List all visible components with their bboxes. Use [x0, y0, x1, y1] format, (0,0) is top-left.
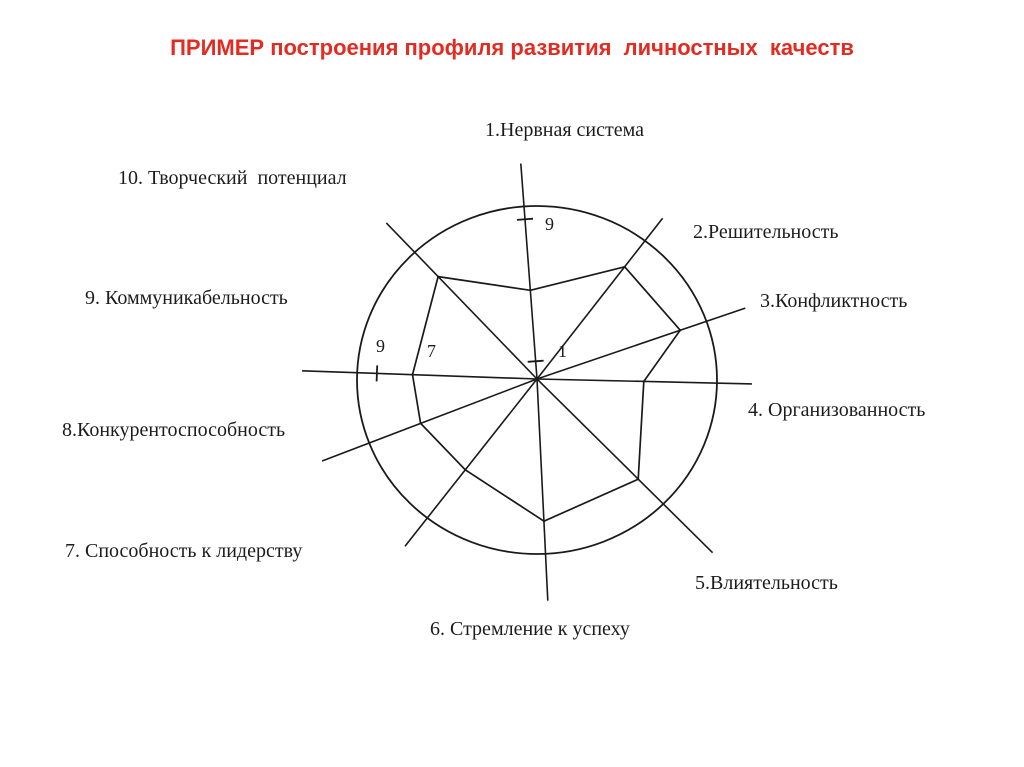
profile-point-2: [624, 266, 626, 268]
axis-label-8: 8.Конкурентоспособность: [62, 419, 286, 441]
tick-mark-axis9-9: [377, 365, 378, 381]
tick-mark-axis1-9: [517, 219, 533, 220]
value-label-axis9-7: 7: [427, 341, 436, 361]
tick-mark-axis1-1: [528, 361, 544, 362]
tick-label-axis9-9: 9: [376, 336, 385, 356]
profile-point-7: [464, 469, 466, 471]
axis-line-1: [521, 164, 537, 379]
axis-label-10: 10. Творческий потенциал: [118, 167, 347, 189]
axis-label-3: 3.Конфликтность: [760, 290, 908, 312]
profile-point-10: [437, 276, 439, 278]
axis-line-6: [537, 379, 548, 601]
profile-points: [411, 266, 681, 523]
page-title: ПРИМЕР построения профиля развития личностных качеств: [170, 35, 854, 60]
profile-point-5: [637, 478, 639, 480]
profile-point-8: [420, 422, 422, 424]
axis-line-3: [537, 308, 745, 379]
profile-point-4: [643, 380, 645, 382]
profile-point-1: [529, 289, 531, 291]
axis-line-10: [386, 223, 537, 379]
axis-line-5: [537, 379, 713, 553]
profile-point-9: [411, 374, 413, 376]
profile-line: [413, 267, 681, 521]
profile-point-6: [543, 520, 545, 522]
axis-line-9: [302, 371, 537, 379]
axis-label-4: 4. Организованность: [748, 399, 926, 421]
axis-label-2: 2.Решительность: [693, 221, 839, 243]
tick-label-axis1-9: 9: [545, 214, 554, 234]
tick-label-axis1-1: 1: [558, 341, 567, 361]
axis-label-7: 7. Способность к лидерству: [65, 540, 303, 562]
axis-line-2: [537, 218, 663, 379]
axis-label-6: 6. Стремление к успеху: [430, 618, 630, 640]
axis-label-9: 9. Коммуникабельность: [85, 287, 288, 309]
profile-point-3: [679, 329, 681, 331]
axis-label-5: 5.Влиятельность: [695, 572, 838, 594]
axis-lines: [302, 164, 752, 601]
axis-label-1: 1.Нервная система: [485, 119, 645, 141]
